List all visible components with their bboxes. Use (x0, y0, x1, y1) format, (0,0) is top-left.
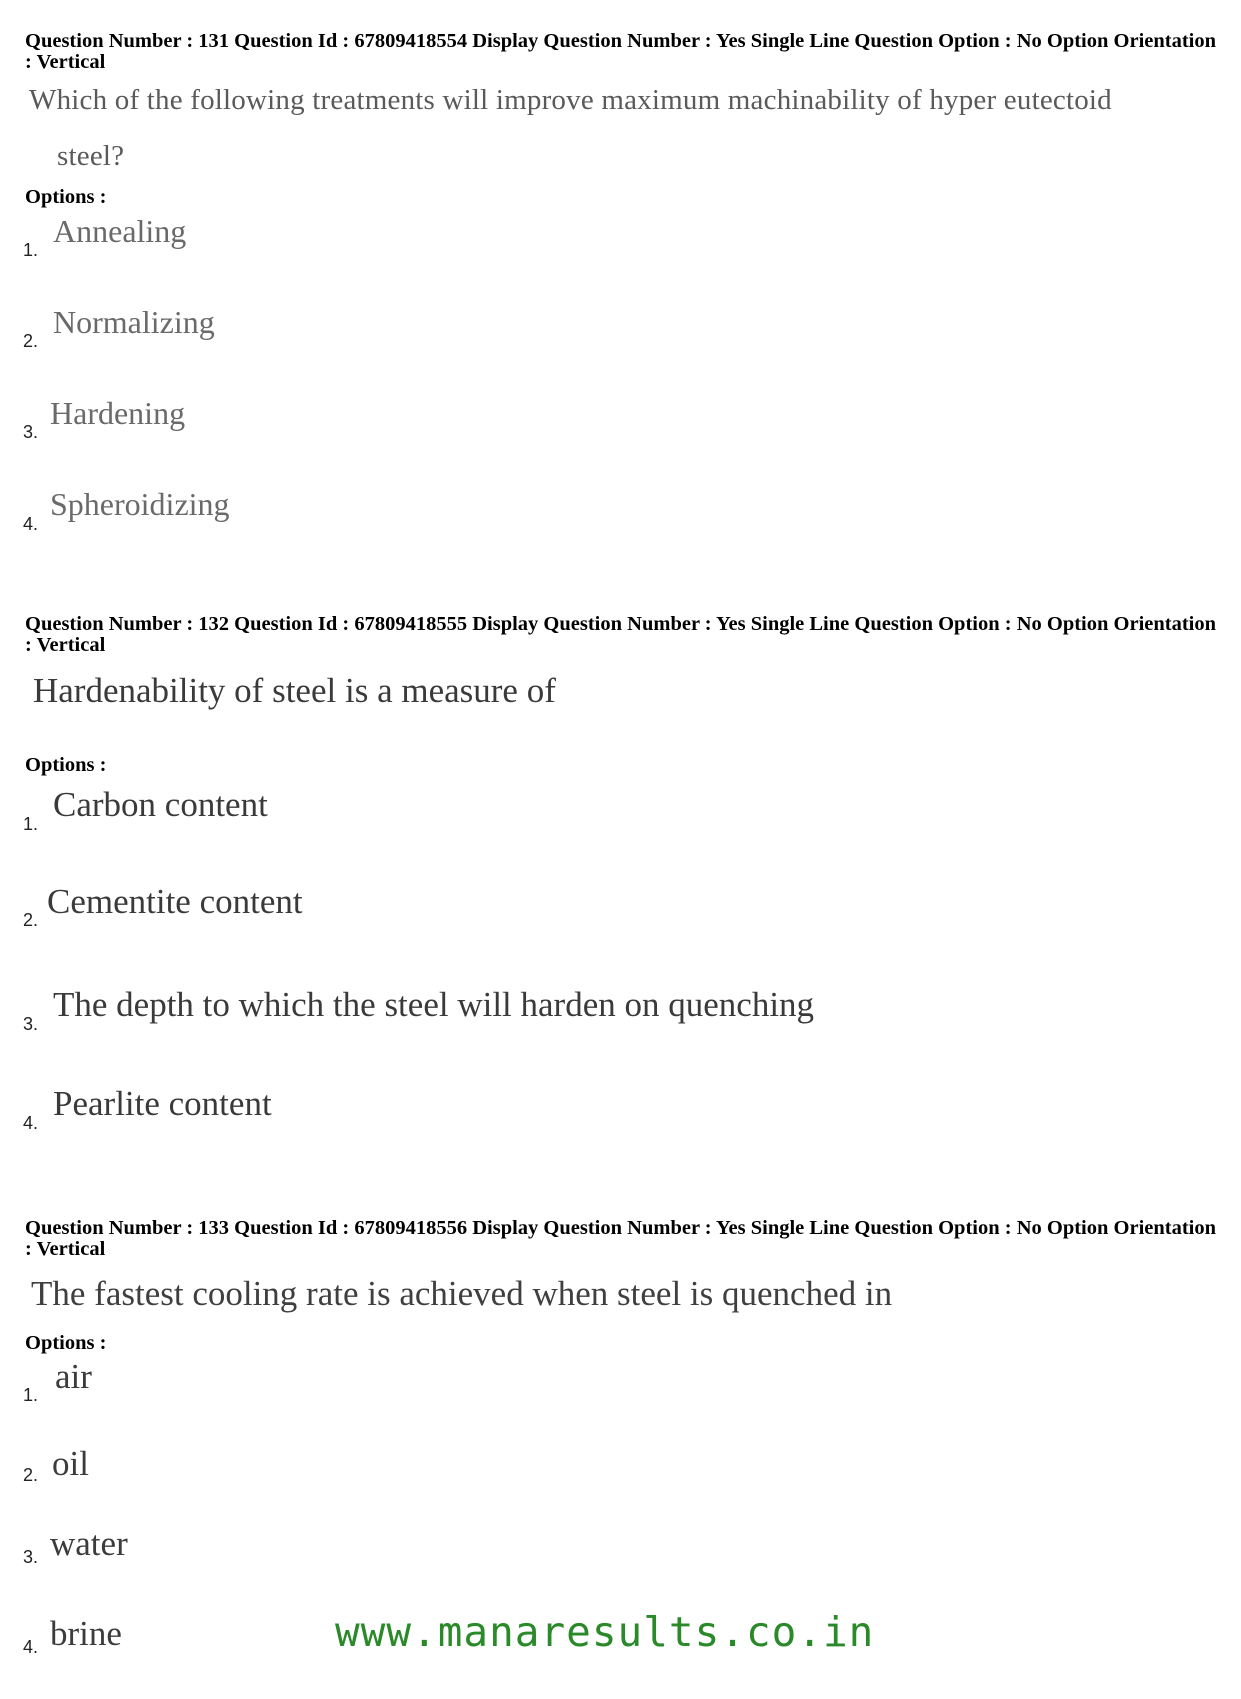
option-text: Pearlite content (53, 1084, 272, 1123)
option-number: 2. (23, 910, 39, 930)
option-text: Annealing (53, 213, 187, 249)
option-text: Carbon content (53, 785, 268, 824)
option-number: 1. (23, 814, 39, 834)
question-meta: Question Number : 132 Question Id : 67809418555 Display Question Number : Yes Single Line Question Option : No Option Orientation : Vertical (25, 613, 1217, 656)
option-number: 1. (23, 240, 39, 260)
option-number: 3. (23, 1547, 39, 1567)
option-number: 4. (23, 1637, 39, 1657)
options-label: Options : (25, 186, 107, 208)
option-number: 2. (23, 1465, 39, 1485)
option-number: 4. (23, 514, 39, 534)
option-number: 2. (23, 331, 39, 351)
question-meta: Question Number : 133 Question Id : 67809418556 Display Question Number : Yes Single Line Question Option : No Option Orientation : Vertical (25, 1217, 1217, 1260)
option-text: The depth to which the steel will harden on quenching (53, 985, 815, 1024)
option-text: oil (52, 1444, 89, 1483)
option-text: brine (50, 1614, 122, 1653)
option-number: 3. (23, 1014, 39, 1034)
question-text-line: The fastest cooling rate is achieved when steel is quenched in (31, 1274, 893, 1313)
option-text: Cementite content (47, 882, 303, 921)
options-label: Options : (25, 1332, 107, 1354)
option-text: water (50, 1524, 128, 1563)
option-number: 1. (23, 1385, 39, 1405)
option-text: Spheroidizing (50, 486, 230, 522)
option-text: Normalizing (53, 304, 215, 340)
option-number: 4. (23, 1113, 39, 1133)
option-number: 3. (23, 422, 39, 442)
option-text: air (55, 1357, 92, 1396)
question-meta: Question Number : 131 Question Id : 67809418554 Display Question Number : Yes Single Line Question Option : No Option Orientation : Vertical (25, 30, 1217, 73)
website-watermark: www.manaresults.co.in (335, 1608, 875, 1656)
option-text: Hardening (50, 395, 186, 431)
question-text-line: Which of the following treatments will improve maximum machinability of hyper eutectoid (29, 84, 1112, 116)
options-label: Options : (25, 754, 107, 776)
question-text-line: steel? (57, 140, 125, 172)
question-text-line: Hardenability of steel is a measure of (33, 671, 556, 710)
